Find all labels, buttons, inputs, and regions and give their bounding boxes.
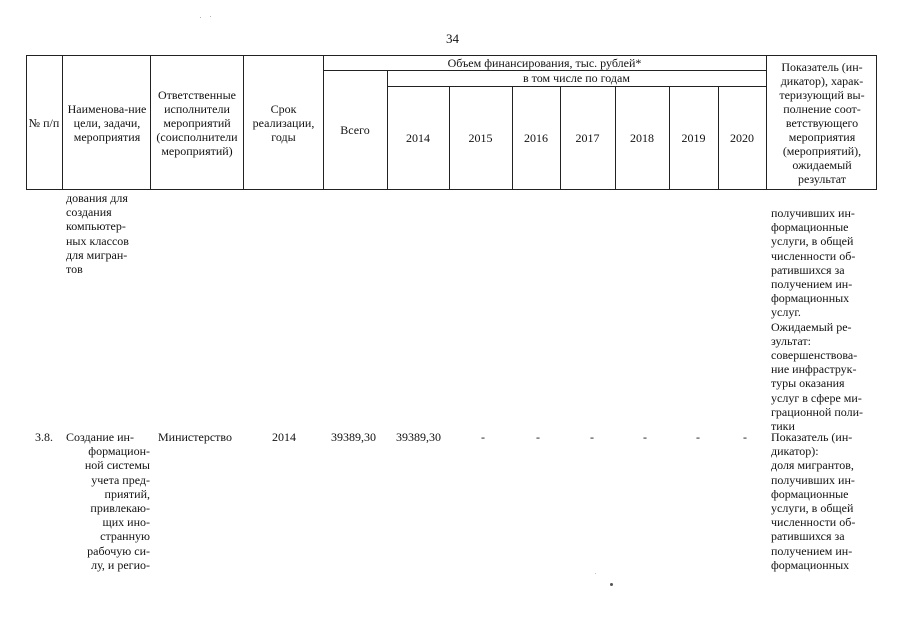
text-line: лу, и регио- (91, 557, 150, 572)
row-2017: - (590, 430, 594, 444)
text-line: Ожидаемый ре- (771, 319, 852, 334)
text-line: формационных (771, 557, 850, 572)
row-2019: - (696, 430, 700, 444)
text-line: Создание ин- (66, 430, 134, 444)
header-indicator: Показатель (ин-дикатор), харак-теризующий вы-полнение соот-ветствующего мероприятия (мероприятий), ожидаемый результат (779, 59, 865, 186)
row-executor: Министерство (158, 430, 232, 444)
header-year-2020: 2020 (730, 131, 754, 145)
text-line: создания (66, 205, 112, 220)
row-number: 3.8. (35, 430, 53, 444)
row-2014: 39389,30 (396, 430, 441, 444)
header-year-2016: 2016 (524, 131, 548, 145)
row-term: 2014 (272, 430, 296, 444)
scan-speck (210, 16, 211, 17)
text-line: формацион- (88, 444, 150, 459)
continuation-name-cell (66, 191, 150, 276)
header-year-2018: 2018 (630, 131, 654, 145)
text-line: ратившихся за (771, 529, 845, 544)
text-line: получивших ин- (771, 206, 855, 220)
scan-speck (610, 583, 613, 586)
continuation-indicator-cell (771, 206, 875, 433)
text-line: тики (771, 419, 795, 434)
text-line: Показатель (ин- (771, 430, 853, 444)
header-total: Всего (340, 123, 370, 137)
text-line: ных классов (66, 233, 129, 248)
text-line: учета пред- (91, 472, 150, 487)
text-line: привлекаю- (90, 501, 150, 516)
row-2018: - (643, 430, 647, 444)
row-2016: - (536, 430, 540, 444)
text-line: для мигран- (66, 247, 128, 262)
header-year-2017: 2017 (575, 131, 600, 145)
text-line: численности об- (771, 248, 856, 263)
text-line: приятий, (104, 486, 150, 501)
header-by-years: в том числе по годам (523, 71, 630, 85)
text-line: совершенствова- (771, 348, 858, 363)
text-line: ной системы (84, 458, 150, 473)
text-line: компьютер- (66, 219, 126, 234)
header-funding: Объем финансирования, тыс. рублей* (447, 55, 642, 70)
text-line: дикатор): (771, 444, 819, 459)
scan-speck (595, 573, 596, 574)
header-num: № п/п (28, 115, 60, 130)
text-line: зультат: (771, 333, 811, 348)
text-line: услуги, в общей (771, 501, 854, 516)
text-line: странную (100, 529, 150, 544)
header-executors: Ответственные исполнители мероприятий (соисполнители мероприятий) (156, 87, 238, 158)
header-year-2019: 2019 (681, 131, 706, 145)
text-line: грационной поли- (771, 404, 864, 419)
text-line: получением ин- (771, 543, 853, 558)
text-line: доля мигрантов, (771, 458, 854, 473)
row-total: 39389,30 (331, 430, 376, 444)
text-line: получением ин- (771, 277, 853, 292)
header-name: Наименова-ние цели, задачи, мероприятия (67, 101, 147, 144)
header-year-2015: 2015 (468, 131, 493, 145)
text-line: получивших ин- (771, 472, 855, 487)
text-line: формационных (771, 291, 850, 306)
text-line: тов (66, 262, 83, 277)
text-line: формационные (771, 220, 849, 235)
text-line: численности об- (771, 515, 856, 530)
text-line: туры оказания (771, 376, 845, 391)
text-line: щих ино- (102, 515, 150, 530)
row-2015: - (481, 430, 485, 444)
row-2020: - (743, 430, 747, 444)
text-line: формационные (771, 486, 849, 501)
row-indicator-cell (771, 430, 875, 572)
text-line: ние инфраструк- (771, 362, 857, 377)
page-number: 34 (446, 31, 459, 46)
text-line: услуг в сфере ми- (771, 390, 862, 405)
header-term: Срок реализации, годы (252, 101, 315, 144)
scan-speck (200, 17, 201, 18)
text-line: ратившихся за (771, 262, 845, 277)
text-line: рабочую си- (87, 543, 150, 558)
text-line: услуги, в общей (771, 234, 854, 249)
text-line: дования для (66, 191, 128, 205)
row-name-cell (66, 430, 150, 572)
text-line: услуг. (771, 305, 801, 320)
header-year-2014: 2014 (406, 131, 430, 145)
